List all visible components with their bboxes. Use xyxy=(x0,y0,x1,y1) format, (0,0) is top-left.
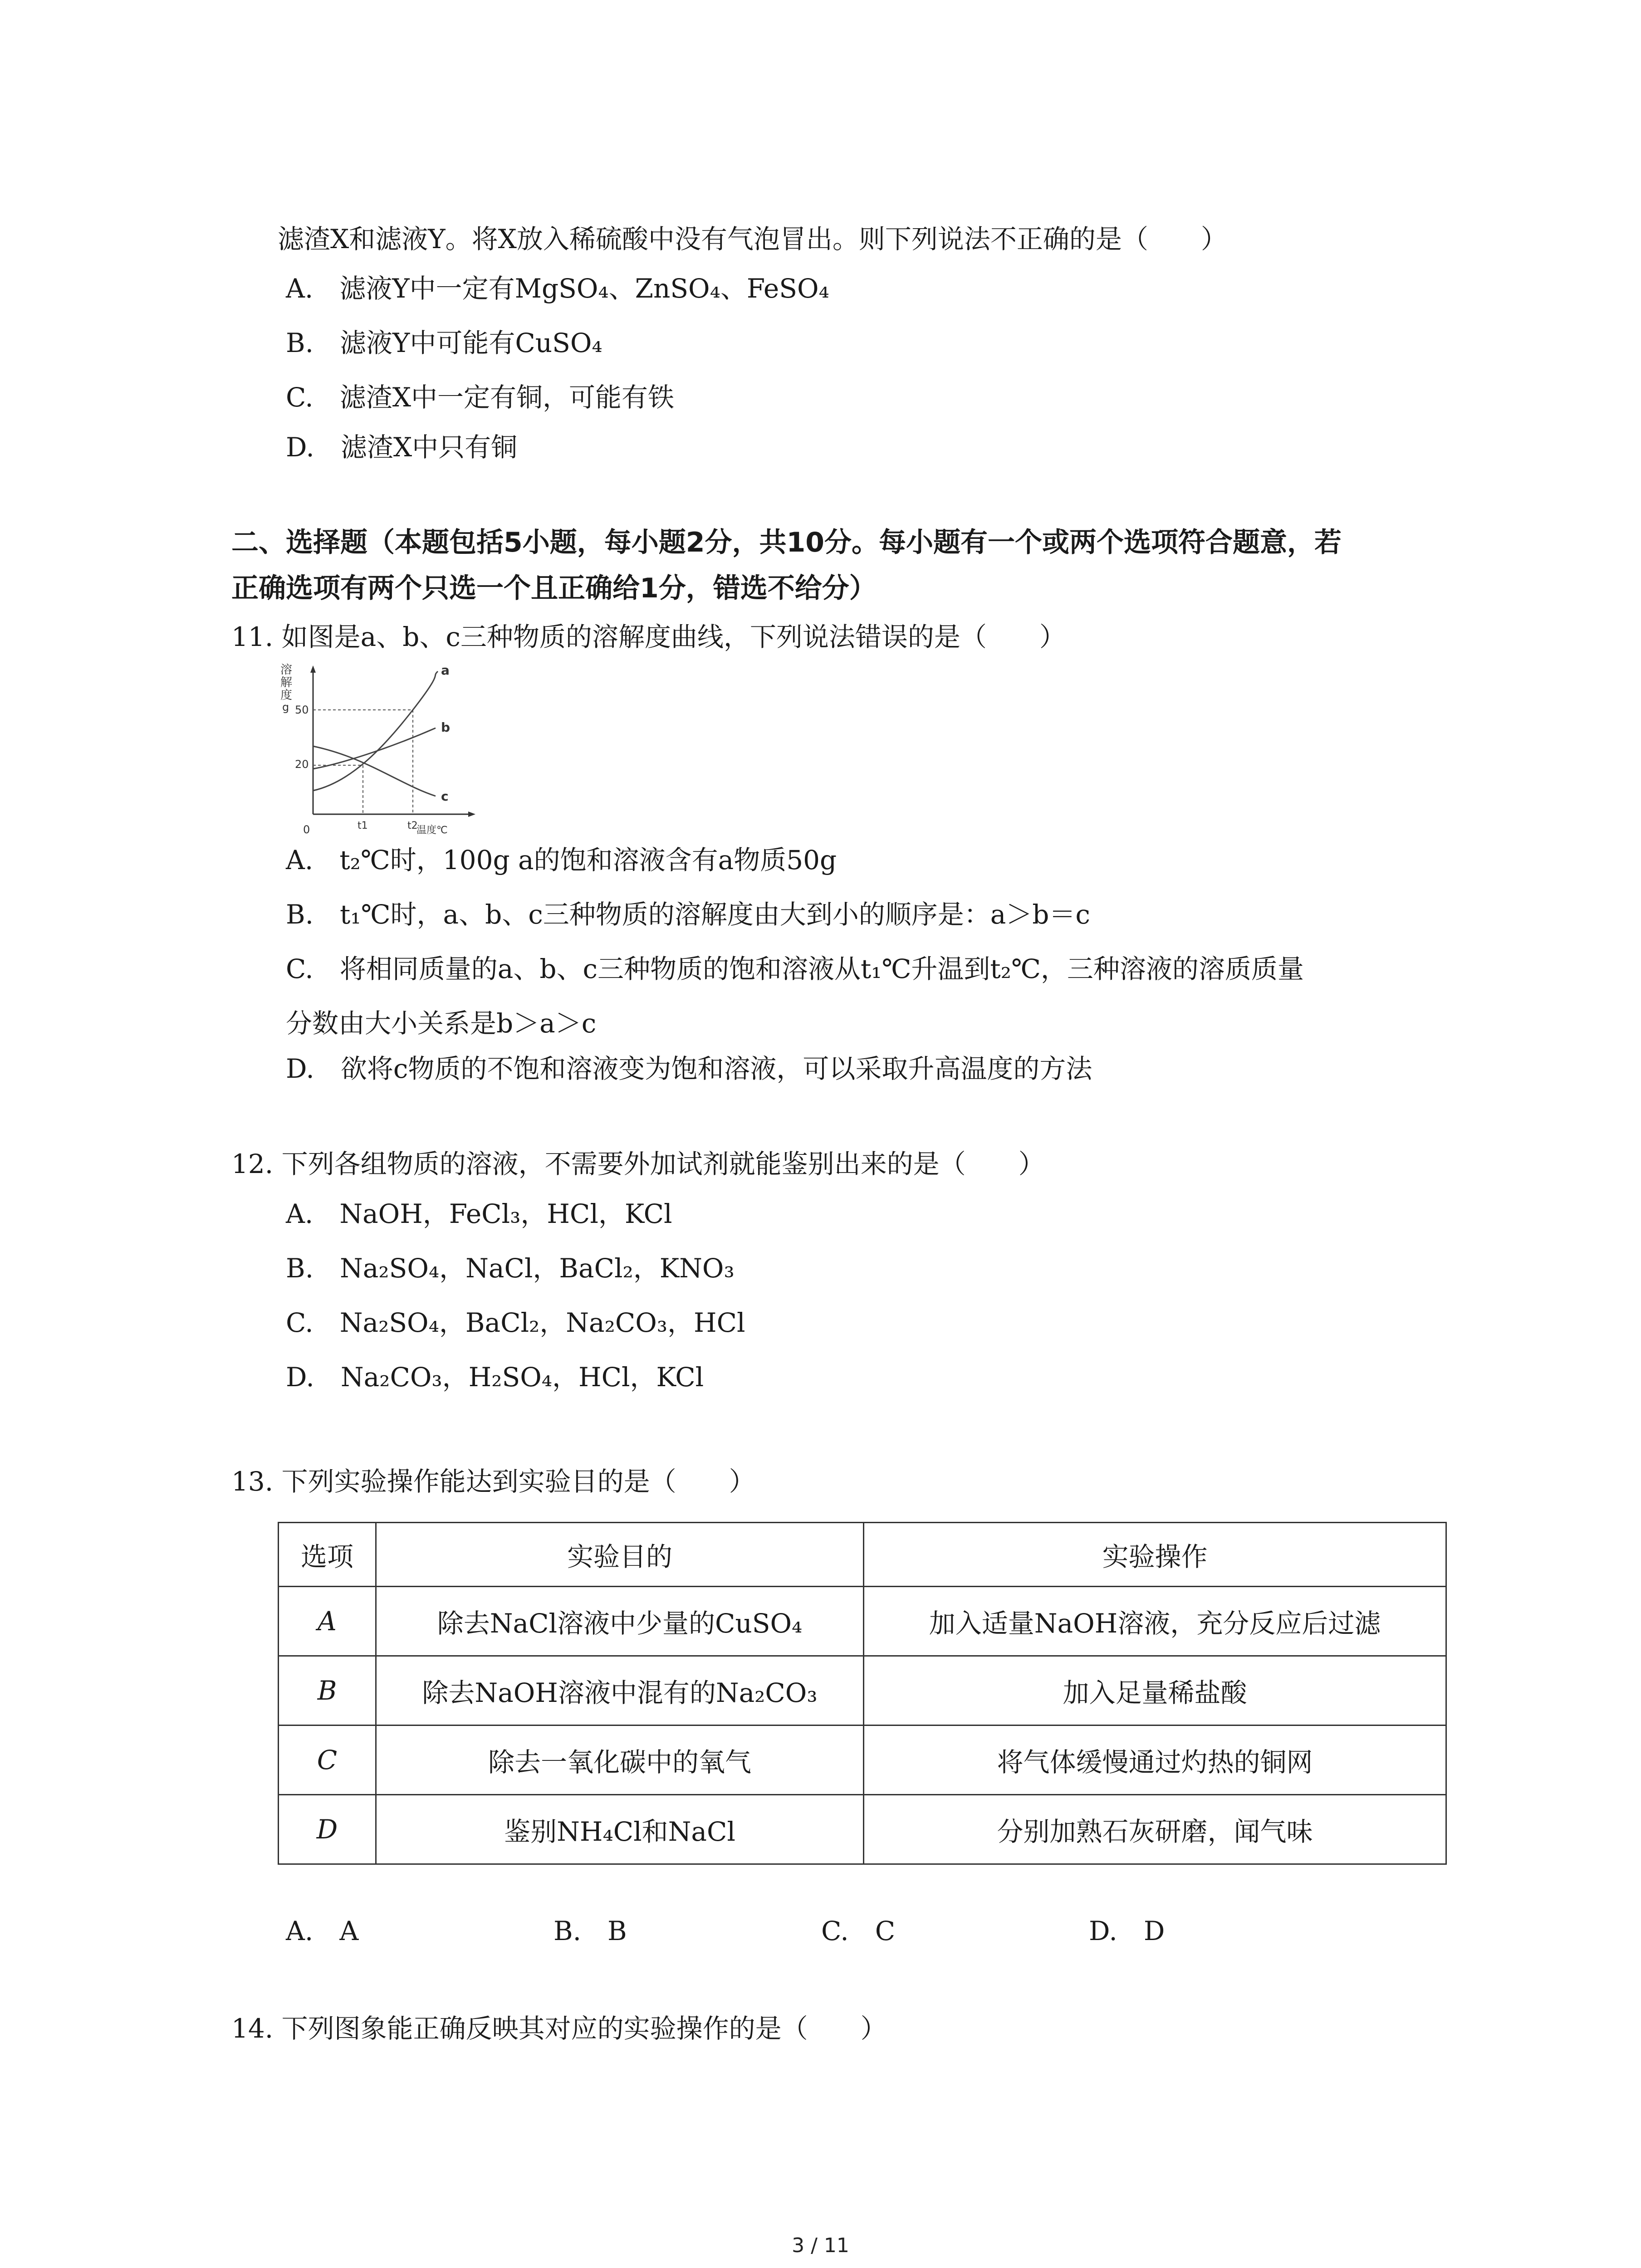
q10-intro: 滤渣X和滤液Y。将X放入稀硫酸中没有气泡冒出。则下列说法不正确的是（ ） xyxy=(278,224,1227,254)
row-option: C xyxy=(279,1725,376,1795)
q11-option-d: D. 欲将c物质的不饱和溶液变为饱和溶液，可以采取升高温度的方法 xyxy=(286,1053,1092,1084)
graph-ylabel-0: 溶 xyxy=(280,663,293,677)
q11-option-c-line2: 分数由大小关系是b＞a＞c xyxy=(286,1008,597,1039)
graph-ytick-50: 50 xyxy=(295,704,309,716)
q14-stem: 14. 下列图象能正确反映其对应的实验操作的是（ ） xyxy=(231,2013,887,2044)
graph-label-a: a xyxy=(441,663,450,678)
q10-option-d: D. 滤渣X中只有铜 xyxy=(286,432,518,463)
row-operation: 加入适量NaOH溶液，充分反应后过滤 xyxy=(864,1587,1446,1656)
graph-y-arrow xyxy=(310,665,316,673)
solubility-curve-graph xyxy=(272,660,481,837)
header-purpose: 实验目的 xyxy=(376,1523,864,1587)
graph-ylabel-1: 解 xyxy=(280,676,293,689)
table-row xyxy=(279,1725,1446,1795)
graph-origin: 0 xyxy=(303,823,310,836)
q12-stem: 12. 下列各组物质的溶液，不需要外加试剂就能鉴别出来的是（ ） xyxy=(231,1149,1045,1179)
graph-xtick-t1: t1 xyxy=(358,820,368,831)
table-row xyxy=(279,1587,1446,1656)
table-header-row xyxy=(279,1523,1446,1587)
graph-curve-a xyxy=(313,671,438,791)
graph-ylabel-2: 度 xyxy=(280,689,293,702)
graph-xlabel: 温度℃ xyxy=(416,825,448,836)
q10-option-a: A. 滤液Y中一定有MgSO₄、ZnSO₄、FeSO₄ xyxy=(286,273,829,304)
graph-label-b: b xyxy=(441,720,451,735)
q10-option-c: C. 滤渣X中一定有铜，可能有铁 xyxy=(286,382,675,413)
table-row xyxy=(279,1795,1446,1864)
row-operation: 将气体缓慢通过灼热的铜网 xyxy=(864,1725,1446,1795)
row-purpose: 除去一氧化碳中的氧气 xyxy=(376,1725,864,1795)
q11-stem: 11. 如图是a、b、c三种物质的溶解度曲线，下列说法错误的是（ ） xyxy=(231,621,1066,652)
row-purpose: 除去NaOH溶液中混有的Na₂CO₃ xyxy=(376,1656,864,1725)
row-purpose: 鉴别NH₄Cl和NaCl xyxy=(376,1795,864,1864)
row-option: D xyxy=(279,1795,376,1864)
q11-option-c-line1: C. 将相同质量的a、b、c三种物质的饱和溶液从t₁℃升温到t₂℃，三种溶液的溶质质量 xyxy=(286,953,1304,984)
q12-option-b: B. Na₂SO₄，NaCl，BaCl₂，KNO₃ xyxy=(286,1253,735,1284)
page-number: 3 / 11 xyxy=(792,2234,849,2257)
section-heading-line2: 正确选项有两个只选一个且正确给1分，错选不给分） xyxy=(231,572,877,604)
table-row xyxy=(279,1656,1446,1725)
q13-table xyxy=(278,1522,1447,1865)
header-operation: 实验操作 xyxy=(864,1523,1446,1587)
row-purpose: 除去NaCl溶液中少量的CuSO₄ xyxy=(376,1587,864,1656)
q11-option-a: A. t₂℃时，100g a的饱和溶液含有a物质50g xyxy=(286,845,837,875)
q12-option-d: D. Na₂CO₃，H₂SO₄，HCl，KCl xyxy=(286,1362,704,1393)
row-option: A xyxy=(279,1587,376,1656)
q11-option-b: B. t₁℃时，a、b、c三种物质的溶解度由大到小的顺序是：a＞b＝c xyxy=(286,899,1090,930)
graph-curve-b xyxy=(313,728,436,769)
graph-x-arrow xyxy=(468,811,475,817)
row-operation: 加入足量稀盐酸 xyxy=(864,1656,1446,1725)
q12-option-a: A. NaOH，FeCl₃，HCl，KCl xyxy=(286,1198,672,1229)
q13-option-b: B. B xyxy=(554,1916,627,1946)
q13-option-a: A. A xyxy=(286,1916,359,1946)
graph-xtick-t2: t2 xyxy=(407,820,418,831)
q13-option-d: D. D xyxy=(1089,1916,1165,1946)
row-option: B xyxy=(279,1656,376,1725)
q12-option-c: C. Na₂SO₄，BaCl₂，Na₂CO₃，HCl xyxy=(286,1307,745,1338)
row-operation: 分别加熟石灰研磨，闻气味 xyxy=(864,1795,1446,1864)
graph-ylabel-3: g xyxy=(282,701,289,714)
header-option: 选项 xyxy=(279,1523,376,1587)
graph-ytick-20: 20 xyxy=(295,758,309,771)
q13-option-c: C. C xyxy=(821,1916,896,1946)
q10-option-b: B. 滤液Y中可能有CuSO₄ xyxy=(286,327,603,358)
q13-stem: 13. 下列实验操作能达到实验目的是（ ） xyxy=(231,1466,755,1497)
section-heading-line1: 二、选择题（本题包括5小题，每小题2分，共10分。每小题有一个或两个选项符合题意，若 xyxy=(231,527,1342,558)
graph-label-c: c xyxy=(441,789,449,804)
